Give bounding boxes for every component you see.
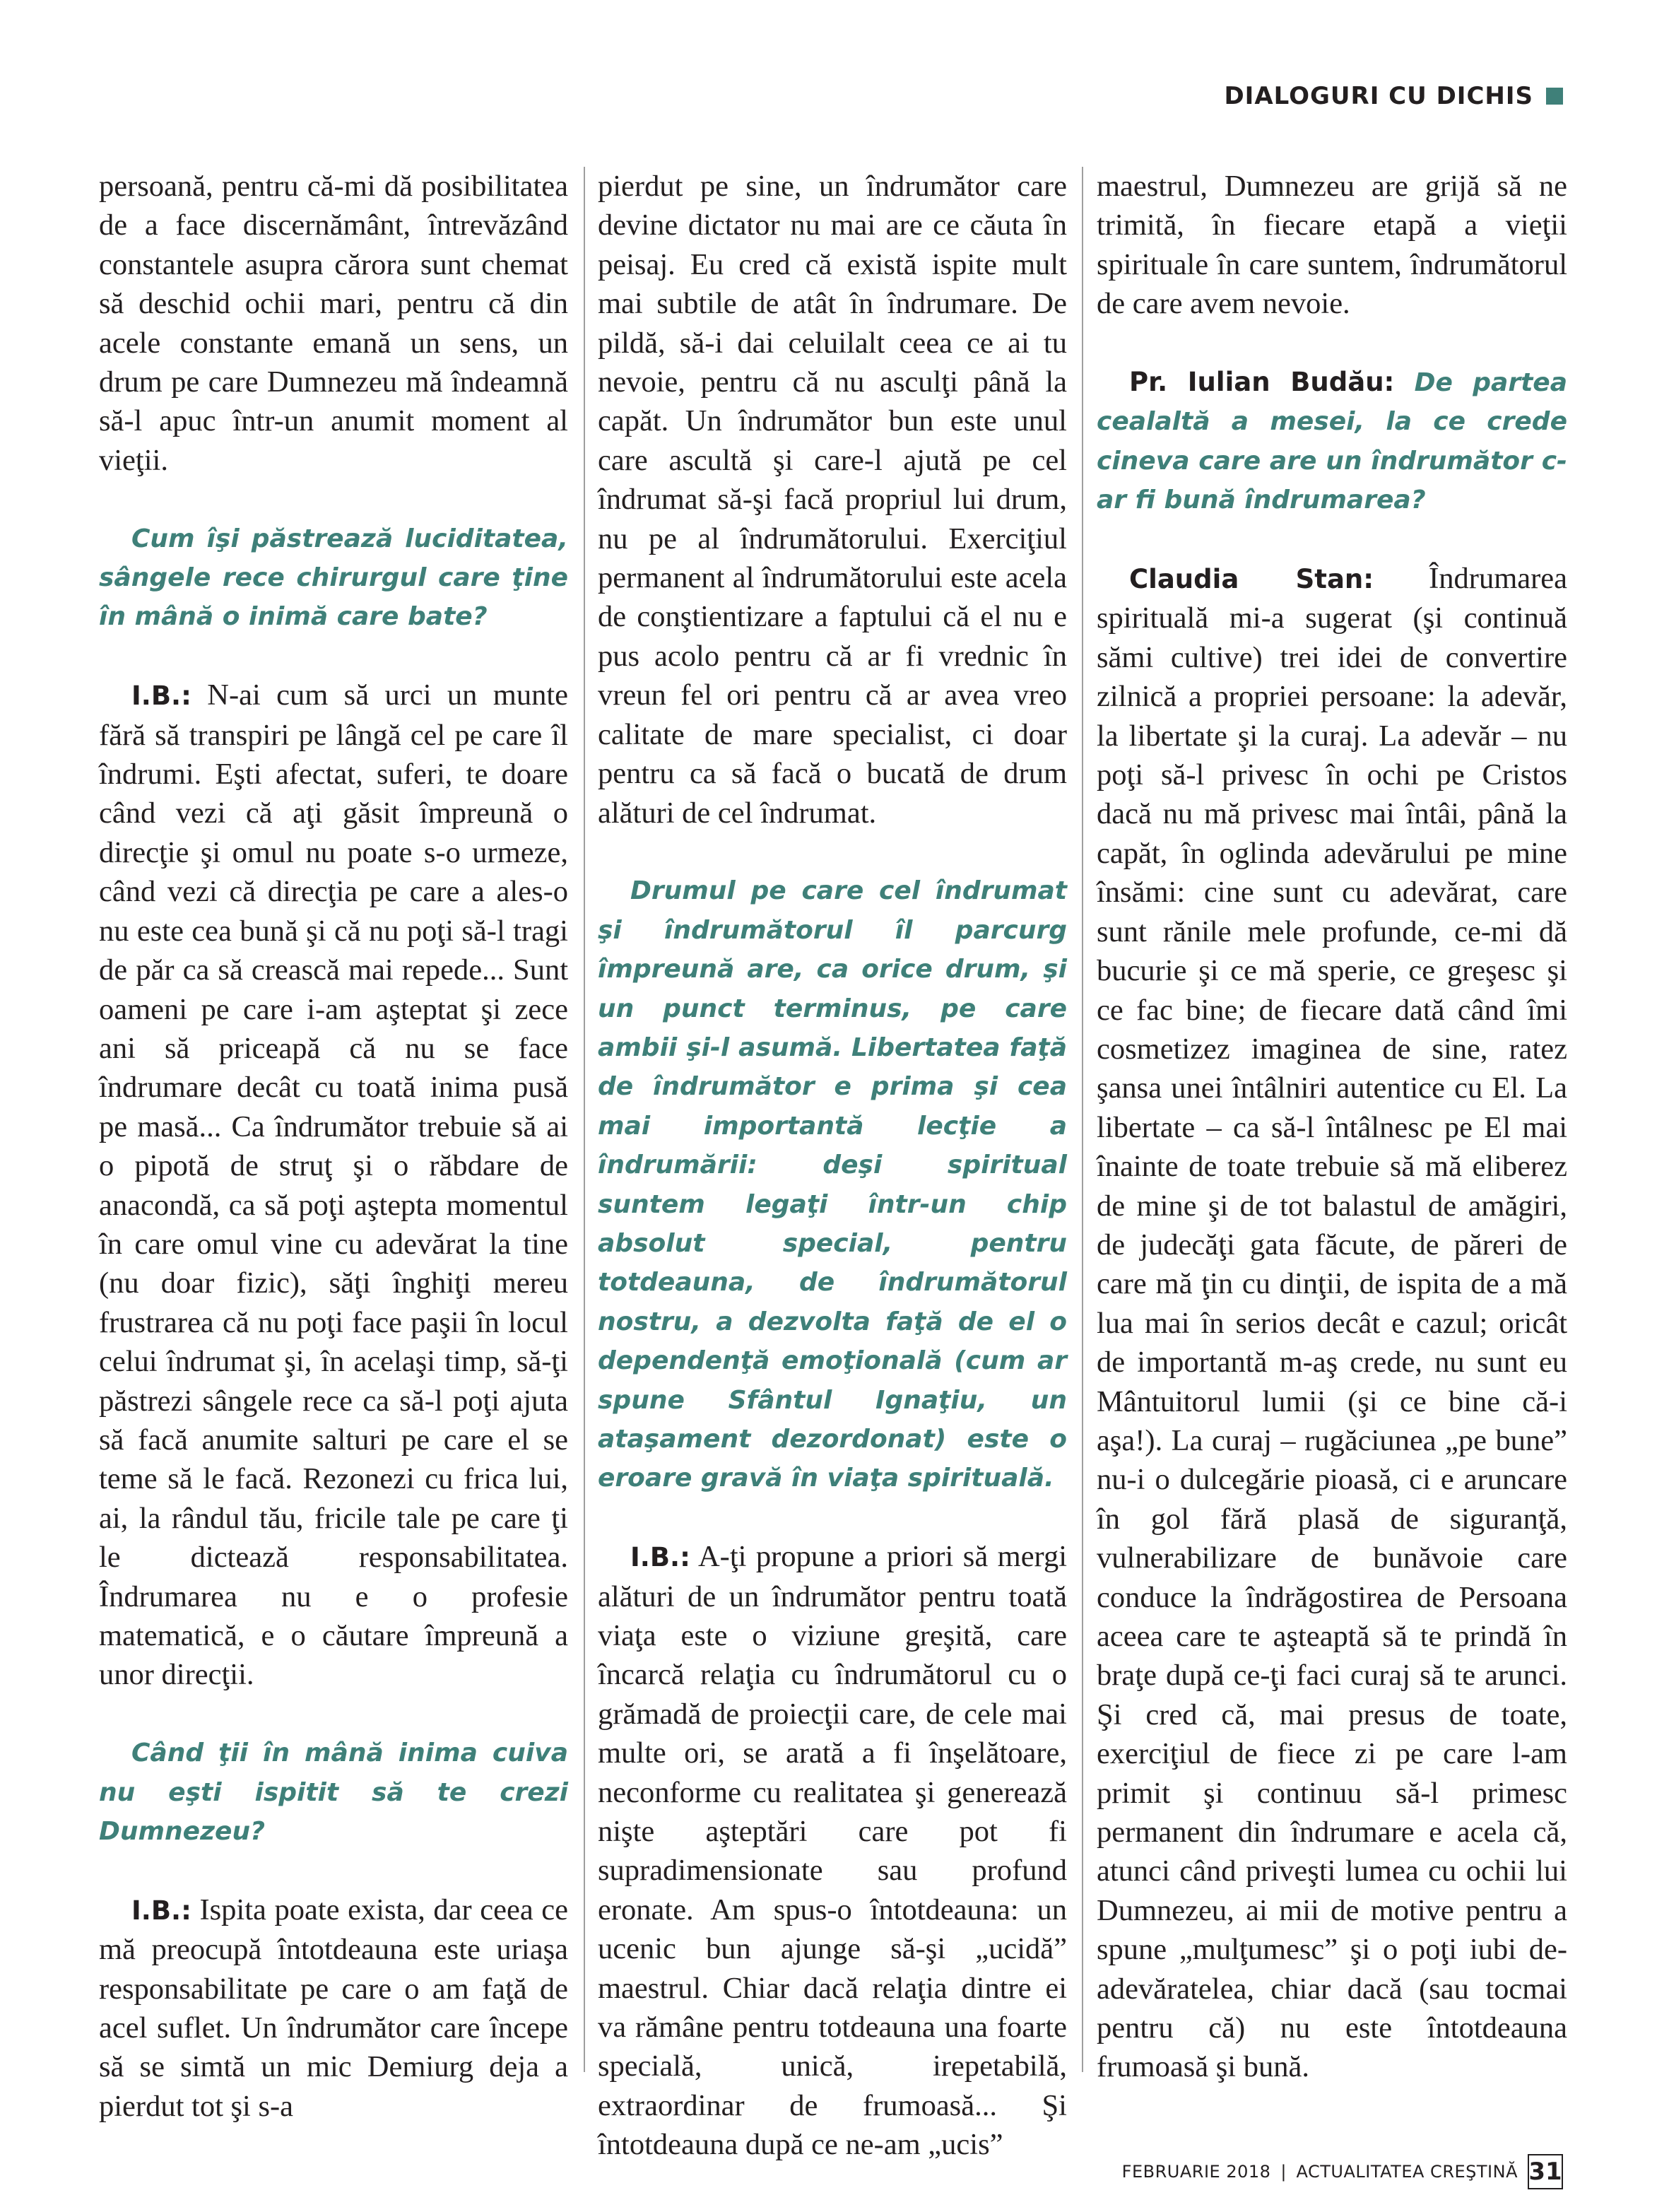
question-text: De partea cealaltă a mesei, la ce crede cineva care are un îndrumător c-ar fi bună îndrumarea? (1097, 368, 1567, 515)
interview-question (1097, 363, 1567, 520)
interview-answer (1097, 559, 1567, 2087)
issue-date: FEBRUARIE 2018 (1121, 2162, 1271, 2182)
square-marker-icon (1546, 88, 1563, 105)
speaker-label: Claudia Stan: (1129, 564, 1374, 595)
speaker-label: I.B.: (131, 1895, 191, 1926)
column-divider (1082, 167, 1083, 2072)
answer-text: A-ţi propune a priori să mergi alături de un îndrumător pentru toată viaţa este o viziune greşită, care încarcă relaţia cu îndrumătorul cu o grămadă de proiecţii care, de cele mai multe ori, se arată a fi înşelătoare, neconforme cu realitatea şi generează nişte aşteptări care pot fi supradimensionate sau profund eronate. Am spus-o întotdeauna: un ucenic bun ajunge să-şi „ucidă” maestrul. Chiar dacă relaţia dintre ei va rămâne pentru totdeauna una foarte specială, unică, irepetabilă, extraordinar de frumoasă... Şi întotdeauna după ce ne-am „ucis” (598, 1540, 1067, 2162)
interview-question: Cum îşi păstrează luciditatea, sângele rece chirurgul care ţine în mână o inimă care bate? (99, 524, 568, 632)
text-column-3 (1097, 167, 1567, 2087)
publication-name: ACTUALITATEA CREŞTINĂ (1296, 2162, 1518, 2182)
page-footer (1122, 2154, 1563, 2189)
section-title: DIALOGURI CU DICHIS (1224, 82, 1533, 110)
interview-answer (99, 1890, 568, 2126)
answer-text: N-ai cum să urci un munte fără să transpiri pe lângă cel pe care îl îndrumi. Eşti afectat, suferi, te doare când vezi că aţi găsit împreună o direcţie şi omul nu poate s-o urmeze, când vezi că direcţia pe care a ales-o nu este cea bună şi că nu poţi să-l tragi de păr ca să crească mai repede... Sunt oameni pe care i-am aşteptat şi zece ani să priceapă că nu se face îndrumare decât cu toată inima pusă pe masă... Ca îndrumător trebuie să ai o pipotă de struţ şi o răbdare de anacondă, ca să poţi aştepta momentul în care omul vine cu adevărat la tine (nu doar fizic), săţi înghiţi mereu frustrarea că nu poţi face paşii în locul celui îndrumat şi, în acelaşi timp, să-ţi păstrezi sângele rece ca să-l poţi ajuta să facă anumite salturi pe care el se teme să le facă. Rezonezi cu frica lui, ai, la rândul tău, fricile tale pe care ţi le dictează responsabilitatea. Îndrumarea nu e o profesie matematică, e o căutare împreună a unor direcţii. (99, 678, 568, 1692)
interview-answer (598, 1537, 1067, 2165)
paragraph: pierdut pe sine, un îndrumător care devine dictator nu mai are ce căuta în peisaj. Eu cred că există ispite mult mai subtile de atât în îndrumare. De pildă, să-i dai celuilalt ceea ce ai tu nevoie, pentru că nu asculţi până la capăt. Un îndrumător bun este unul care ascultă şi care-l ajută pe cel îndrumat să-şi facă propriul lui drum, nu pe al îndrumătorului. Exerciţiul permanent al îndrumătorului este acela de conştientizare a faptului că el nu e pus acolo pentru că ar fi vrednic în vreun fel ori pentru că ar avea vreo calitate de mare specialist, ci doar pentru ca să facă o bucată de drum alături de cel îndrumat. (598, 170, 1067, 830)
column-divider (584, 167, 585, 2072)
interview-answer (99, 676, 568, 1695)
footer-separator: | (1280, 2162, 1287, 2182)
answer-text: Îndrumarea spirituală mi-a sugerat (şi continuă sămi cultive) trei idei de convertire zilnică a propriei persoane: la adevăr, la libertate şi la curaj. La adevăr – nu poţi să-l privesc în ochi pe Cristos dacă nu mă privesc mai întâi, până la capăt, în oglinda adevărului pe mine însămi: cine sunt cu adevărat, care sunt rănile mele profunde, ce-mi dă bucurie şi ce mă sperie, ce greşesc şi ce fac bine; de fiecare dată când îmi cosmetizez imaginea de sine, ratez şansa unei întâlniri autentice cu El. La libertate – ca să-l întâlnesc pe El mai înainte de toate trebuie să mă eliberez de mine şi de tot balastul de amăgiri, de judecăţi gata făcute, de păreri de care mă ţin cu dinţii, de ispita de a mă lua mai în serios decât e cazul; oricât de importantă m-aş crede, nu sunt eu Mântuitorul lumii (şi ce bine că-i aşa!). La curaj – rugăciunea „pe bune” nu-i o dulcegărie pioasă, ci e aruncare în gol fără plasă de siguranţă, vulnerabilizare de bunăvoie care conduce la îndrăgostirea de Persoana aceea care te aşteaptă să te prindă în braţe după ce-ţi faci curaj să te arunci. Şi cred că, mai presus de toate, exerciţiul de fiece zi pe care l-am primit şi continuu să-l primesc permanent din îndrumare e acela că, atunci când priveşti lumea cu ochii lui Dumnezeu, ai mii de motive pentru a spune „mulţumesc” şi o poţi iubi de-adevăratelea, chiar dacă (sau tocmai pentru că) nu este întotdeauna frumoasă şi bună. (1097, 562, 1567, 2084)
paragraph: persoană, pentru că-mi dă posibilitatea de a face discernământ, întrevăzând constantele asupra cărora sunt chemat să deschid ochii mari, pentru că din acele constante emană un sens, un drum pe care Dumnezeu mă îndeamnă să-l apuc într-un anumit moment al vieţii. (99, 170, 568, 477)
text-column-2 (598, 167, 1067, 2165)
speaker-label: I.B.: (131, 681, 191, 712)
paragraph: maestrul, Dumnezeu are grijă să ne trimită, în fiecare etapă a vieţii spirituale în care suntem, îndrumătorul de care avem nevoie. (1097, 170, 1567, 321)
text-column-1 (99, 167, 568, 2126)
answer-text: Ispita poate exista, dar ceea ce mă preocupă întotdeauna este uriaşa responsabilitate pe care o am faţă de acel suflet. Un îndrumător care începe să se simtă un mic Demiurg deja a pierdut tot şi s-a (99, 1893, 568, 2123)
speaker-label: Pr. Iulian Budău: (1129, 367, 1395, 398)
speaker-label: I.B.: (630, 1542, 690, 1573)
running-header (1224, 82, 1563, 110)
interview-question: Drumul pe care cel îndrumat şi îndrumătorul îl parcurg împreună are, ca orice drum, şi un punct terminus, pe care ambii şi-l asumă. Libertatea faţă de îndrumător e prima şi cea mai importantă lecţie a îndrumării: deşi spiritual suntem legaţi într-un chip absolut special, pentru totdeauna, de îndrumătorul nostru, a dezvolta faţă de el o dependenţă emoţională (cum ar spune Sfântul Ignaţiu, un ataşament dezordonat) este o eroare gravă în viaţa spirituală. (598, 876, 1067, 1493)
interview-question: Când ţii în mână inima cuiva nu eşti ispitit să te crezi Dumnezeu? (99, 1739, 568, 1847)
page-number: 31 (1528, 2154, 1563, 2189)
